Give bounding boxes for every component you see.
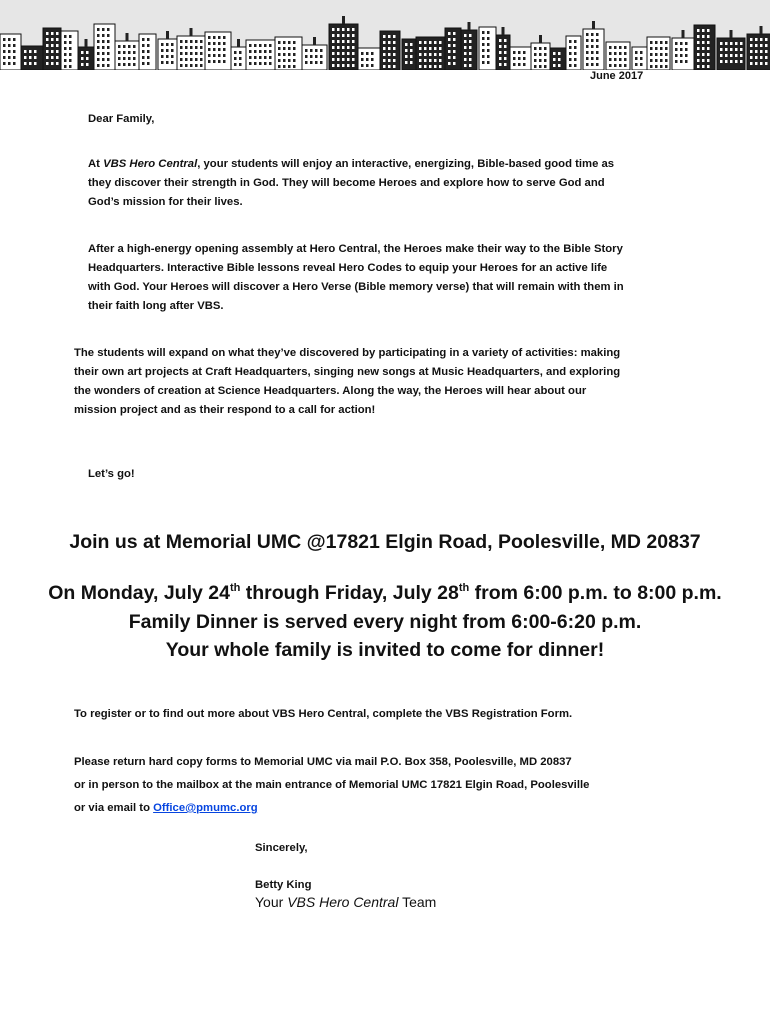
- vbs-title: VBS Hero Central: [103, 158, 198, 170]
- whole-family-line: Your whole family is invited to come for dinner!: [165, 639, 605, 661]
- lets-go: Let’s go!: [88, 468, 135, 480]
- return-instructions: Please return hard copy forms to Memorial UMC via mail P.O. Box 358, Poolesville, MD 20837 or in person to the mailbox at the main entrance of Memorial UMC 17821 Elgin Road, Poolesville or via email to Office@pmumc.org: [74, 756, 590, 814]
- greeting: Dear Family,: [88, 113, 155, 125]
- city-skyline-banner: [0, 0, 770, 70]
- email-link[interactable]: Office@pmumc.org: [153, 802, 258, 814]
- family-dinner-line: Family Dinner is served every night from 6:00-6:20 p.m.: [128, 611, 642, 633]
- team-signature: Your VBS Hero Central Team: [255, 894, 437, 910]
- join-us-heading: Join us at Memorial UMC @17821 Elgin Road, Poolesville, MD 20837: [69, 531, 701, 553]
- paragraph-activities: The students will expand on what they’ve discovered by participating in a variety of activities: making their own art projects at Craft Headquarters, singing new songs at Music Headquarters, and exploring the wonders of creation at Science Headquarters. Along the way, the Heroes will hear about our mission project and as their respond to a call for action!: [74, 347, 621, 416]
- event-dates: On Monday, July 24th through Friday, July 28th from 6:00 p.m. to 8:00 p.m.: [48, 582, 722, 604]
- signer-name: Betty King: [255, 879, 312, 891]
- closing: Sincerely,: [255, 842, 308, 854]
- paragraph-assembly: After a high-energy opening assembly at Hero Central, the Heroes make their way to the Bible Story Headquarters. Interactive Bible lessons reveal Hero Codes to equip your Heroes for an active life with God. Your Heroes will discover a Hero Verse (Bible memory verse) that will remain with them in their faith long after VBS.: [88, 243, 624, 312]
- letter-date: June 2017: [590, 70, 644, 82]
- paragraph-intro: At VBS Hero Central, your students will enjoy an interactive, energizing, Bible-based good time as they discover their strength in God. They will become Heroes and explore how to serve God and God’s mission for their lives.: [88, 158, 615, 208]
- register-line: To register or to find out more about VBS Hero Central, complete the VBS Registration Form.: [74, 708, 573, 720]
